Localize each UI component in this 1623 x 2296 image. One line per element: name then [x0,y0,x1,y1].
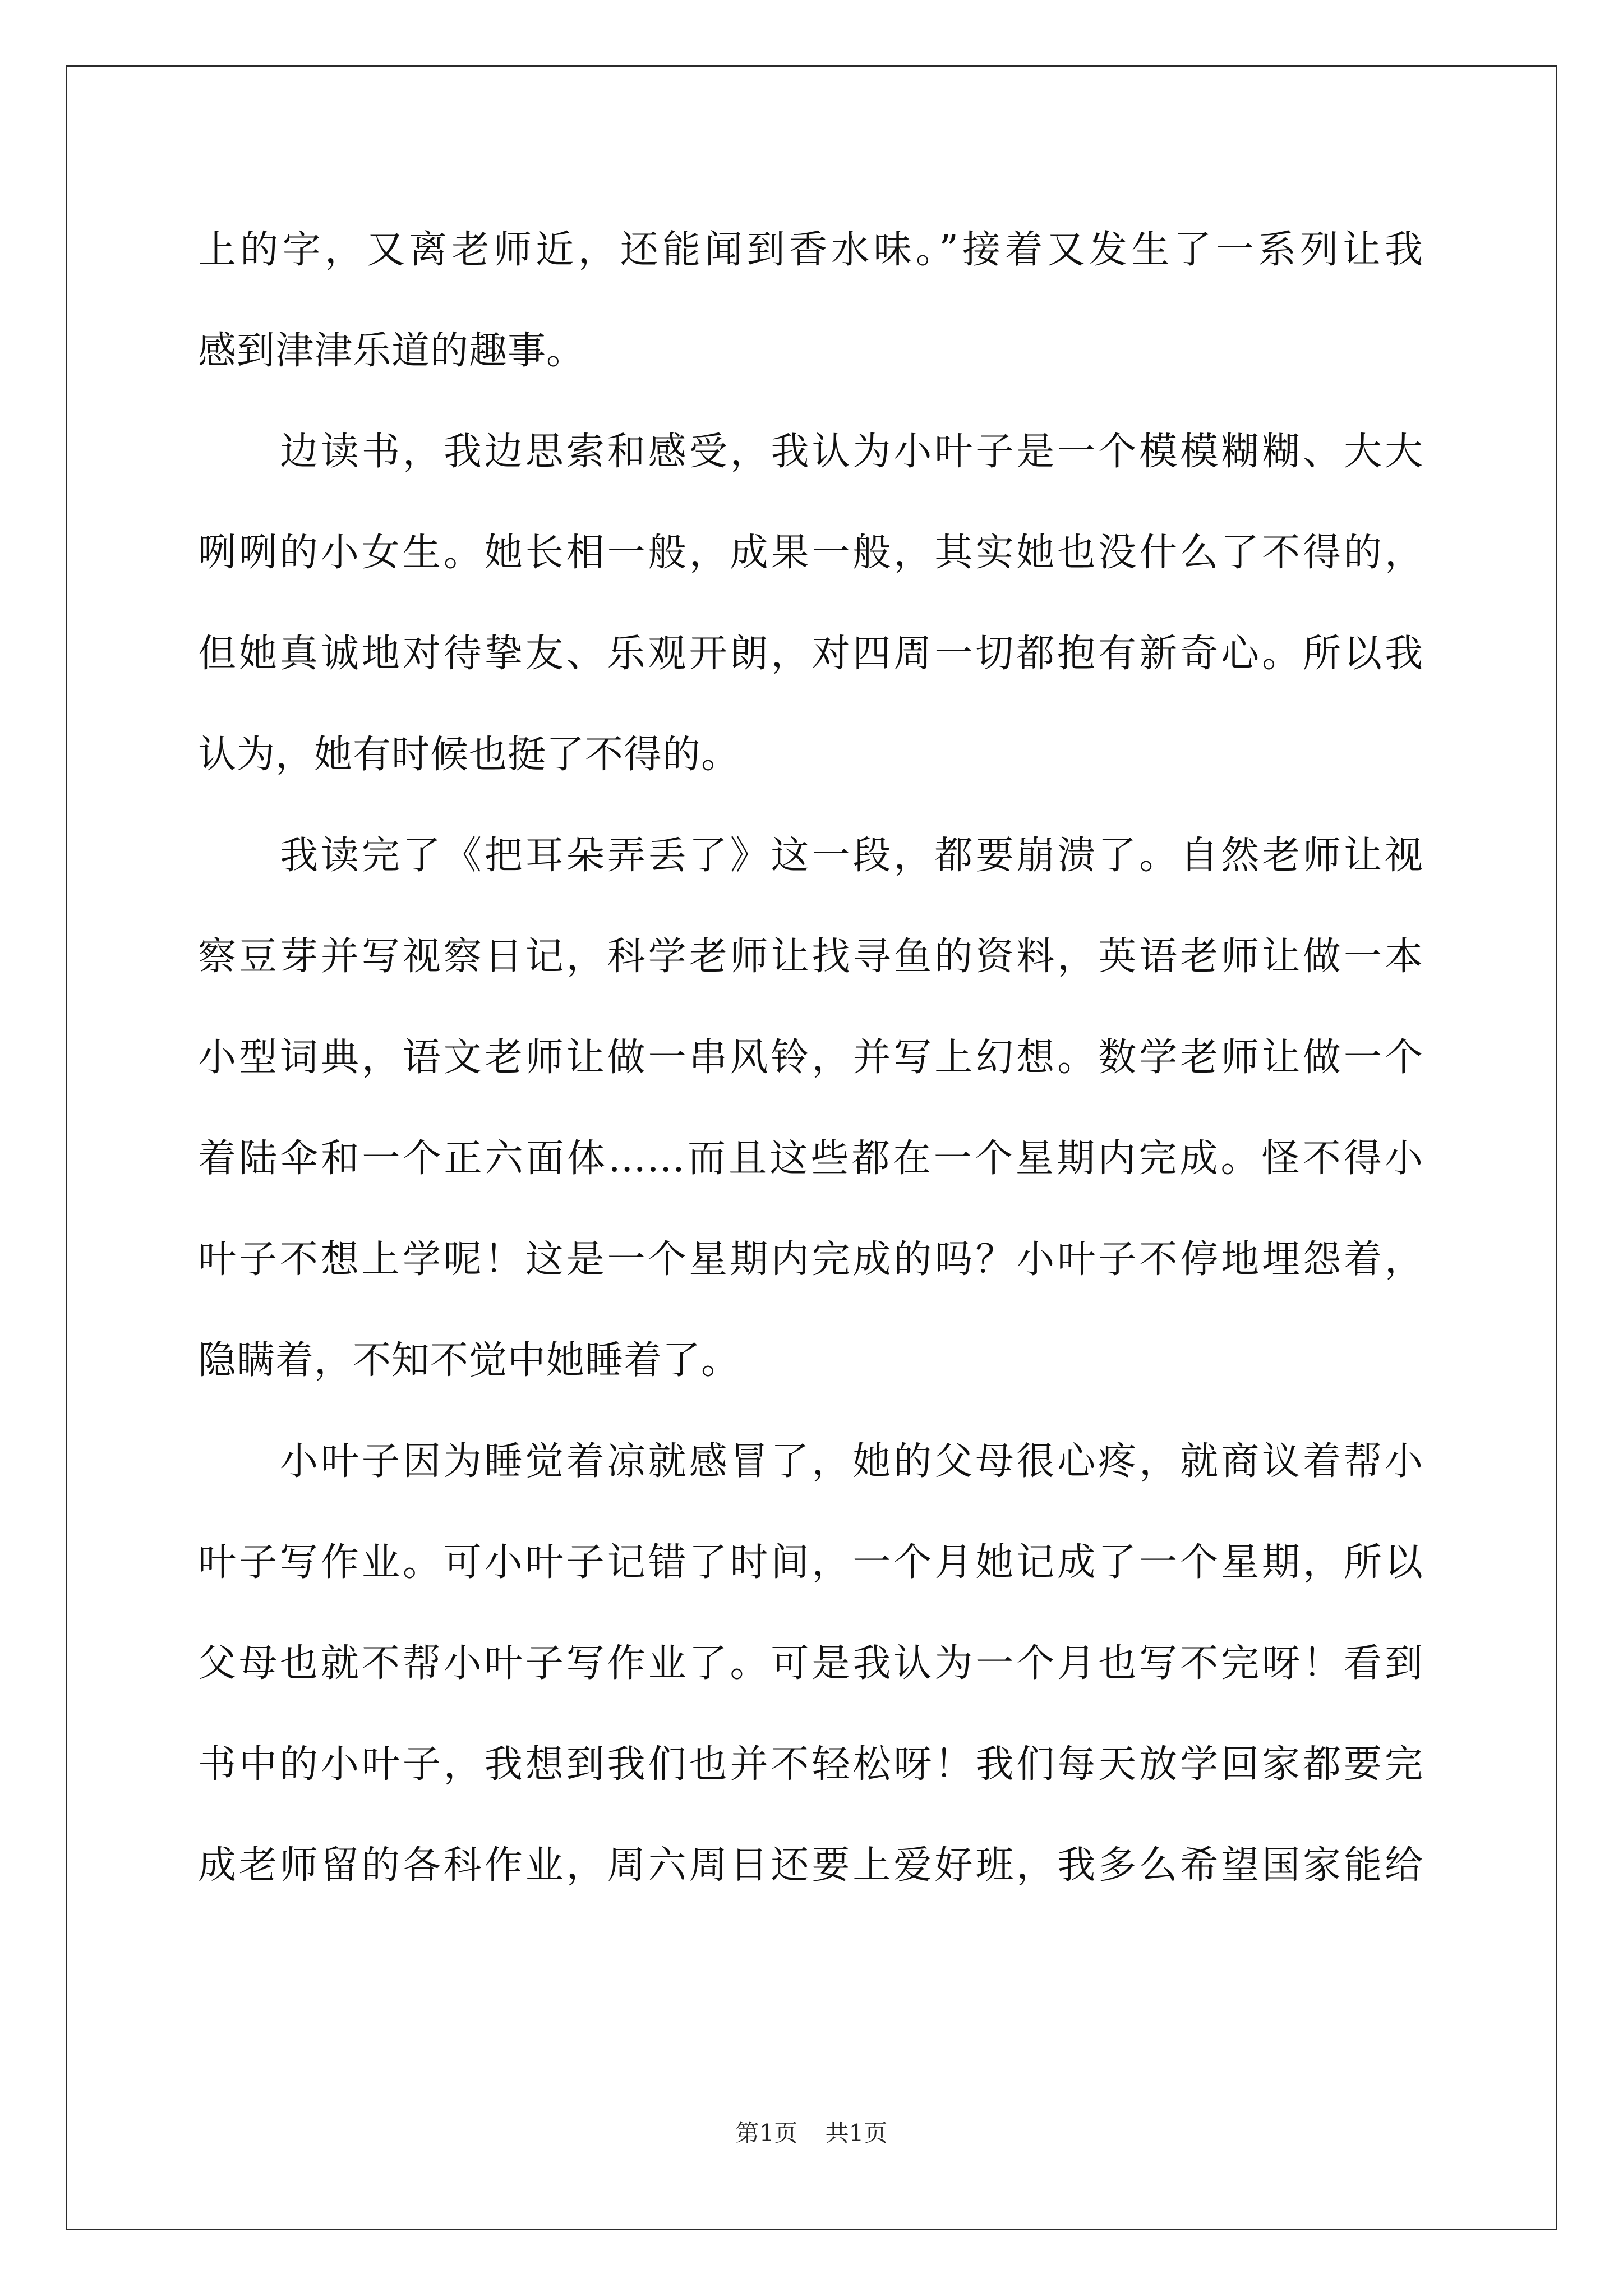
page-footer [0,2115,1623,2148]
text-line: 成老师留的各科作业，周六周日还要上爱好班，我多么希望国家能给 [198,1843,1423,1888]
text-line: 感到津津乐道的趣事。 [198,329,585,373]
text-line: 隐瞒着，不知不觉中她睡着了。 [198,1338,740,1383]
document-body [198,213,1423,1930]
text-line: 认为，她有时候也挺了不得的。 [198,733,740,777]
text-line: 叶子写作业。可小叶子记错了时间，一个月她记成了一个星期，所以 [198,1540,1423,1585]
text-line: 我读完了《把耳朵弄丢了》这一段，都要崩溃了。自然老师让视 [280,834,1423,878]
paragraph-3 [198,819,1423,1425]
text-line: 但她真诚地对待挚友、乐观开朗，对四周一切都抱有新奇心。所以我 [198,632,1423,676]
text-line: 着陆伞和一个正六面体……而且这些都在一个星期内完成。怪不得小 [198,1137,1423,1181]
text-line: 上的字，又离老师近，还能闻到香水味。”接着又发生了一系列让我 [198,228,1423,272]
text-line: 咧咧的小女生。她长相一般，成果一般，其实她也没什么了不得的， [198,531,1423,575]
text-line: 叶子不想上学呢！这是一个星期内完成的吗？小叶子不停地埋怨着， [198,1237,1423,1282]
paragraph-4 [198,1425,1423,1930]
text-line: 父母也就不帮小叶子写作业了。可是我认为一个月也写不完呀！看到 [198,1641,1423,1686]
paragraph-2 [198,415,1423,819]
text-line: 小叶子因为睡觉着凉就感冒了，她的父母很心疼，就商议着帮小 [280,1439,1423,1484]
text-line: 书中的小叶子，我想到我们也并不轻松呀！我们每天放学回家都要完 [198,1742,1423,1787]
page-number: 第1页 [735,2119,798,2147]
text-line: 察豆芽并写视察日记，科学老师让找寻鱼的资料，英语老师让做一本 [198,935,1423,979]
text-line: 边读书，我边思索和感受，我认为小叶子是一个模模糊糊、大大 [280,430,1423,474]
text-line: 小型词典，语文老师让做一串风铃，并写上幻想。数学老师让做一个 [198,1036,1423,1080]
page-total: 共1页 [825,2119,888,2147]
paragraph-1 [198,213,1423,415]
